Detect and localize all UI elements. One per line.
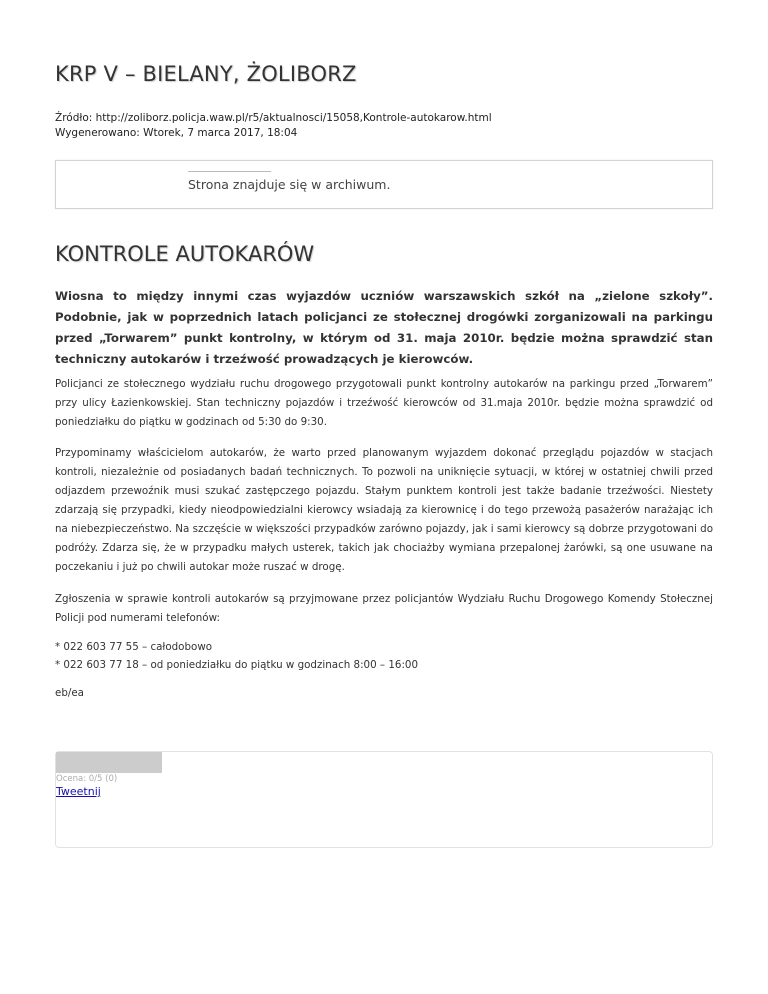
rating-text: Ocena: 0/5 (0) (56, 774, 118, 784)
archive-notice-box (55, 160, 713, 209)
phone-line-weekdays: * 022 603 77 18 – od poniedziałku do piątku w godzinach 8:00 – 16:00 (55, 659, 419, 671)
article-paragraph: Zgłoszenia w sprawie kontroli autokarów są przyjmowane przez policjantów Wydziału Ruchu Drogowego Komendy Stołecznej Policji pod numerami telefonów: (55, 593, 713, 624)
archive-divider (188, 171, 271, 172)
article-paragraph: Policjanci ze stołecznego wydziału ruchu drogowego przygotowali punkt kontrolny autokarów na parkingu przed „Torwarem” przy ulicy Łazienkowskiej. Stan techniczny pojazdów i trzeźwość kierowców od 31.maja 2010r. będzie można sprawdzić od poniedziałku do piątku w godzinach od 5:30 do 9:30. (55, 378, 713, 428)
article-signature: eb/ea (55, 687, 84, 699)
rating-box (55, 751, 713, 848)
phone-line-24h: * 022 603 77 55 – całodobowo (55, 641, 213, 653)
print-meta (55, 111, 492, 141)
site-title: KRP V – BIELANY, ŻOLIBORZ (55, 62, 357, 86)
source-url-line: Źródło: http://zoliborz.policja.waw.pl/r5/aktualnosci/15058,Kontrole-autokarow.html (55, 112, 492, 124)
archive-notice-text: Strona znajduje się w archiwum. (188, 177, 391, 192)
generated-date-line: Wygenerowano: Wtorek, 7 marca 2017, 18:04 (55, 127, 298, 139)
article-paragraph: Przypominamy właścicielom autokarów, że warto przed planowanym wyjazdem dokonać przeglądu pojazdów w stacjach kontroli, niezależnie od posiadanych badań technicznych. To pozwoli na uniknięcie sytuacji, w której w ostatniej chwili przed odjazdem przewoźnik musi szukać zastępczego pojazdu. Stałym punktem kontroli jest także badanie trzeźwości. Niestety zdarzają się przypadki, kiedy nieodpowiedzialni kierowcy wsiadają za kierownicę i do tego przewożą pasażerów narażając ich na niebezpieczeństwo. Na szczęście w większości przypadków zarówno pojazdy, jak i sami kierowcy są dobrze przygotowani do podróży. Zdarza się, że w przypadku małych usterek, takich jak chociażby wymiana przepalonej żarówki, są one usuwane na poczekaniu i już po chwili autokar może ruszać w drogę. (55, 447, 713, 573)
tweet-link[interactable]: Tweetnij (56, 785, 101, 798)
article-title: KONTROLE AUTOKARÓW (55, 242, 315, 266)
rating-stars-bar[interactable] (56, 752, 162, 773)
article-lead: Wiosna to między innymi czas wyjazdów uczniów warszawskich szkół na „zielone szkoły”. Podobnie, jak w poprzednich latach policjanci ze stołecznej drogówki zorganizowali na parkingu przed „Torwarem” punkt kontrolny, w którym od 31. maja 2010r. będzie można sprawdzić stan techniczny autokarów i trzeźwość prowadzących je kierowców. (55, 289, 713, 366)
